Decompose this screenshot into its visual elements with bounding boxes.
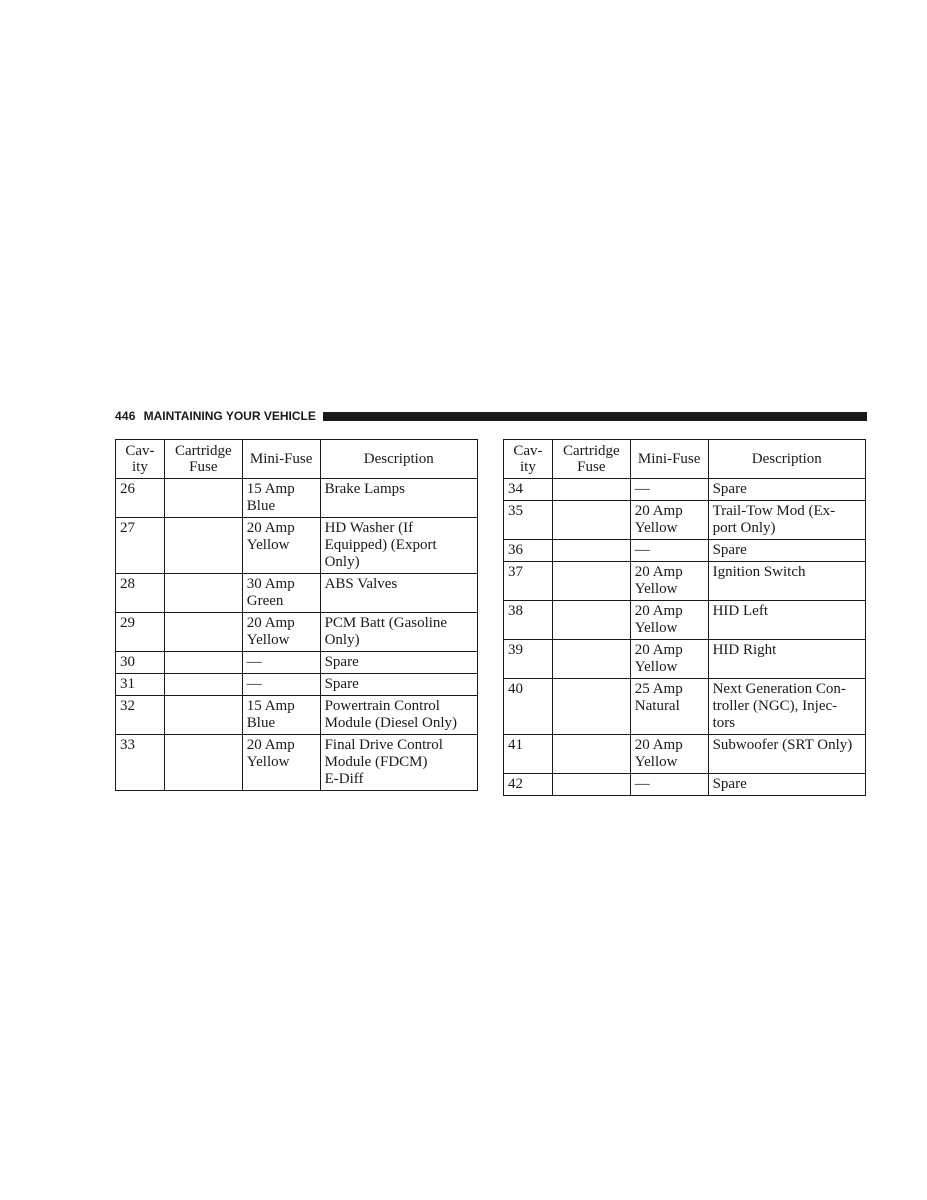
cell-cavity: 32 <box>116 696 165 735</box>
cell-cavity: 40 <box>504 679 553 735</box>
table-row <box>116 735 478 791</box>
cell-mini-fuse: — <box>242 674 320 696</box>
cell-mini-fuse: 20 Amp Yellow <box>630 735 708 774</box>
cell-cartridge-fuse <box>164 652 242 674</box>
cell-description: HID Left <box>708 601 865 640</box>
cell-cartridge-fuse <box>552 540 630 562</box>
cell-description: Spare <box>708 540 865 562</box>
cell-cartridge-fuse <box>552 479 630 501</box>
cell-cavity: 36 <box>504 540 553 562</box>
cell-mini-fuse: 15 Amp Blue <box>242 479 320 518</box>
cell-mini-fuse: 20 Amp Yellow <box>242 613 320 652</box>
table-row <box>116 574 478 613</box>
cell-description: HD Washer (If Equipped) (Export Only) <box>320 518 477 574</box>
cell-description: Trail-Tow Mod (Ex- port Only) <box>708 501 865 540</box>
table-row <box>116 674 478 696</box>
cell-cavity: 29 <box>116 613 165 652</box>
cell-cavity: 28 <box>116 574 165 613</box>
cell-cartridge-fuse <box>164 613 242 652</box>
header-mini-fuse: Mini-Fuse <box>630 440 708 479</box>
table-row <box>504 601 866 640</box>
table-row <box>116 518 478 574</box>
table-row <box>504 540 866 562</box>
cell-cavity: 37 <box>504 562 553 601</box>
header-rule <box>323 412 867 421</box>
table-row <box>504 735 866 774</box>
page-header <box>115 409 867 423</box>
cell-description: Powertrain Control Module (Diesel Only) <box>320 696 477 735</box>
table-row <box>504 479 866 501</box>
cell-description: ABS Valves <box>320 574 477 613</box>
cell-cavity: 34 <box>504 479 553 501</box>
cell-cartridge-fuse <box>164 696 242 735</box>
cell-mini-fuse: 15 Amp Blue <box>242 696 320 735</box>
header-cavity: Cav- ity <box>116 440 165 479</box>
table-row <box>504 679 866 735</box>
cell-cavity: 30 <box>116 652 165 674</box>
header-description: Description <box>320 440 477 479</box>
table-row <box>504 640 866 679</box>
cell-cartridge-fuse <box>552 640 630 679</box>
cell-cartridge-fuse <box>164 735 242 791</box>
cell-description: HID Right <box>708 640 865 679</box>
cell-cavity: 31 <box>116 674 165 696</box>
cell-description: Spare <box>320 652 477 674</box>
cell-mini-fuse: 20 Amp Yellow <box>630 562 708 601</box>
cell-mini-fuse: 20 Amp Yellow <box>242 735 320 791</box>
cell-cavity: 41 <box>504 735 553 774</box>
cell-cavity: 35 <box>504 501 553 540</box>
table-row <box>116 652 478 674</box>
header-cartridge-fuse: Cartridge Fuse <box>164 440 242 479</box>
cell-cartridge-fuse <box>552 501 630 540</box>
table-row <box>116 479 478 518</box>
cell-cavity: 27 <box>116 518 165 574</box>
cell-mini-fuse: 20 Amp Yellow <box>630 640 708 679</box>
cell-mini-fuse: — <box>630 540 708 562</box>
cell-mini-fuse: 25 Amp Natural <box>630 679 708 735</box>
cell-mini-fuse: 30 Amp Green <box>242 574 320 613</box>
cell-mini-fuse: — <box>630 479 708 501</box>
cell-description: PCM Batt (Gasoline Only) <box>320 613 477 652</box>
cell-mini-fuse: — <box>630 774 708 796</box>
section-title: MAINTAINING YOUR VEHICLE <box>143 409 316 423</box>
cell-cartridge-fuse <box>552 562 630 601</box>
table-row <box>116 696 478 735</box>
cell-description: Brake Lamps <box>320 479 477 518</box>
cell-description: Ignition Switch <box>708 562 865 601</box>
cell-cavity: 26 <box>116 479 165 518</box>
cell-cartridge-fuse <box>552 679 630 735</box>
cell-description: Spare <box>320 674 477 696</box>
cell-description: Spare <box>708 479 865 501</box>
table-row <box>504 774 866 796</box>
table-row <box>116 613 478 652</box>
cell-description: Next Generation Con- troller (NGC), Injec- tors <box>708 679 865 735</box>
table-row <box>504 562 866 601</box>
cell-description: Final Drive Control Module (FDCM) E-Diff <box>320 735 477 791</box>
cell-cavity: 42 <box>504 774 553 796</box>
header-cavity: Cav- ity <box>504 440 553 479</box>
cell-cartridge-fuse <box>164 574 242 613</box>
page-number: 446 <box>115 409 136 423</box>
header-cartridge-fuse: Cartridge Fuse <box>552 440 630 479</box>
cell-mini-fuse: 20 Amp Yellow <box>242 518 320 574</box>
header-description: Description <box>708 440 865 479</box>
header-mini-fuse: Mini-Fuse <box>242 440 320 479</box>
cell-cavity: 39 <box>504 640 553 679</box>
cell-mini-fuse: 20 Amp Yellow <box>630 501 708 540</box>
fuse-table-right <box>503 439 866 796</box>
cell-cartridge-fuse <box>552 735 630 774</box>
cell-cavity: 33 <box>116 735 165 791</box>
table-row <box>504 501 866 540</box>
cell-cartridge-fuse <box>164 674 242 696</box>
fuse-table-left <box>115 439 478 791</box>
cell-description: Spare <box>708 774 865 796</box>
cell-cartridge-fuse <box>552 601 630 640</box>
cell-cartridge-fuse <box>164 518 242 574</box>
table-header-row <box>116 440 478 479</box>
cell-mini-fuse: — <box>242 652 320 674</box>
table-header-row <box>504 440 866 479</box>
cell-cartridge-fuse <box>164 479 242 518</box>
cell-mini-fuse: 20 Amp Yellow <box>630 601 708 640</box>
cell-cavity: 38 <box>504 601 553 640</box>
cell-description: Subwoofer (SRT Only) <box>708 735 865 774</box>
cell-cartridge-fuse <box>552 774 630 796</box>
